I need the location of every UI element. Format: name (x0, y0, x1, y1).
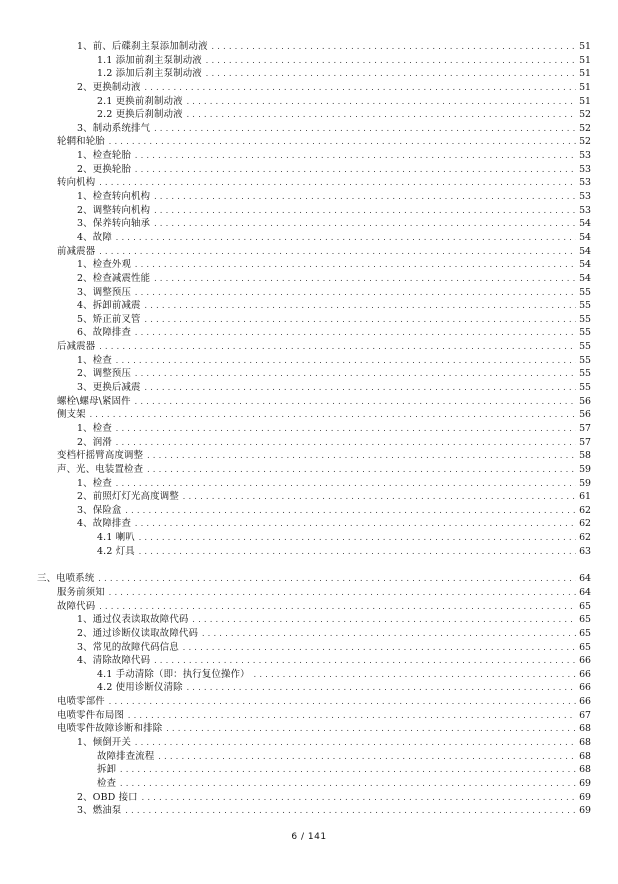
dot-leader (153, 218, 576, 232)
dot-leader (211, 41, 576, 55)
dot-leader (157, 751, 576, 765)
toc-entry-title: 4、故障 (77, 231, 112, 243)
toc-entry[interactable] (0, 204, 618, 218)
dot-leader (134, 737, 576, 751)
dot-leader (205, 68, 576, 82)
dot-leader (115, 232, 576, 246)
toc-entry[interactable] (0, 422, 618, 436)
toc-entry-page: 59 (579, 477, 591, 489)
toc-entry[interactable] (0, 149, 618, 163)
toc-entry-page: 55 (579, 300, 591, 312)
toc-entry-page: 53 (579, 163, 591, 175)
toc-entry-title: 电喷零件故障诊断和排除 (57, 723, 163, 735)
toc-entry[interactable] (0, 190, 618, 204)
toc-entry[interactable] (0, 791, 618, 805)
toc-entry-title: 3、调整预压 (77, 286, 132, 298)
toc-entry-page: 66 (579, 682, 591, 694)
toc-entry-title: 1.2 添加后刹主泵制动液 (97, 68, 202, 80)
dot-leader (97, 573, 576, 587)
toc-entry[interactable] (0, 408, 618, 422)
toc-entry-page: 54 (579, 272, 591, 284)
toc-entry-page: 56 (579, 395, 591, 407)
toc-entry-page: 69 (579, 805, 591, 817)
toc-entry[interactable] (0, 95, 618, 109)
toc-entry-title: 后减震器 (57, 341, 96, 353)
toc-entry-title: 声、光、电装置检查 (57, 463, 144, 475)
toc-entry-page: 66 (579, 696, 591, 708)
toc-entry[interactable] (0, 504, 618, 518)
dot-leader (182, 642, 576, 656)
dot-leader (124, 505, 576, 519)
dot-leader (108, 587, 576, 601)
toc-entry-page: 53 (579, 150, 591, 162)
toc-entry-title: 3、制动系统排气 (77, 122, 151, 134)
dot-leader (182, 491, 576, 505)
toc-entry-title: 2、更换制动液 (77, 81, 141, 93)
dot-leader (165, 723, 576, 737)
toc-entry[interactable] (0, 586, 618, 600)
dot-leader (153, 655, 576, 669)
toc-entry[interactable] (0, 367, 618, 381)
toc-entry-title: 轮辋和轮胎 (57, 136, 105, 148)
toc-entry-page: 66 (579, 668, 591, 680)
toc-entry-page: 51 (579, 81, 591, 93)
dot-leader (98, 341, 576, 355)
toc-entry-page: 57 (579, 436, 591, 448)
toc-entry-title: 1、通过仪表读取故障代码 (77, 614, 189, 626)
dot-leader (138, 546, 576, 560)
toc-entry-page: 65 (579, 641, 591, 653)
toc-entry-page: 54 (579, 259, 591, 271)
toc-entry[interactable] (0, 395, 618, 409)
toc-entry[interactable] (0, 477, 618, 491)
dot-leader (98, 601, 576, 615)
toc-entry[interactable] (0, 340, 618, 354)
dot-leader (253, 669, 576, 683)
dot-leader (201, 628, 576, 642)
toc-entry-title: 2、调整转向机构 (77, 204, 151, 216)
toc-entry-title: 螺栓\螺母\紧固件 (57, 395, 131, 407)
dot-leader (153, 191, 576, 205)
toc-entry[interactable] (0, 804, 618, 818)
dot-leader (134, 396, 576, 410)
toc-entry[interactable] (0, 641, 618, 655)
dot-leader (144, 314, 576, 328)
dot-leader (134, 368, 576, 382)
dot-leader (144, 300, 576, 314)
toc-entry[interactable] (0, 176, 618, 190)
toc-entry-title: 4.1 手动清除（即：执行复位操作） (97, 668, 250, 680)
toc-entry-title: 1、检查 (77, 354, 112, 366)
toc-entry[interactable] (0, 313, 618, 327)
dot-leader (108, 136, 576, 150)
toc-entry[interactable] (0, 217, 618, 231)
toc-entry-title: 2、润滑 (77, 436, 112, 448)
dot-leader (127, 710, 576, 724)
toc-entry[interactable] (0, 122, 618, 136)
toc-entry-page: 56 (579, 409, 591, 421)
toc-entry-title: 前减震器 (57, 245, 96, 257)
toc-entry-title: 电喷零部件 (57, 696, 105, 708)
toc-entry[interactable] (0, 231, 618, 245)
toc-entry-title: 1.1 添加前刹主泵制动液 (97, 54, 202, 66)
toc-entry-page: 61 (579, 491, 591, 503)
dot-leader (115, 423, 576, 437)
toc-entry-page: 69 (579, 791, 591, 803)
toc-entry-page: 54 (579, 218, 591, 230)
dot-leader (153, 123, 576, 137)
dot-leader (205, 55, 576, 69)
toc-entry[interactable] (0, 531, 618, 545)
toc-entry[interactable] (0, 627, 618, 641)
toc-entry-title: 4、故障排查 (77, 518, 132, 530)
toc-entry-title: 1、倾倒开关 (77, 737, 132, 749)
dot-leader (115, 437, 576, 451)
toc-entry-page: 68 (579, 750, 591, 762)
toc-entry[interactable] (0, 81, 618, 95)
toc-entry-title: 6、故障排查 (77, 327, 132, 339)
toc-entry-title: 检查 (97, 777, 117, 789)
toc-entry-page: 59 (579, 463, 591, 475)
dot-leader (89, 409, 576, 423)
toc-entry-page: 53 (579, 204, 591, 216)
toc-entry-page: 68 (579, 723, 591, 735)
toc-entry[interactable] (0, 326, 618, 340)
toc-entry[interactable] (0, 545, 618, 559)
toc-entry-page: 55 (579, 382, 591, 394)
dot-leader (138, 532, 576, 546)
toc-entry-title: 3、保养转向轴承 (77, 218, 151, 230)
toc-entry-page: 65 (579, 600, 591, 612)
toc-entry[interactable] (0, 286, 618, 300)
toc-entry[interactable] (0, 258, 618, 272)
toc-section-chassis (0, 40, 618, 558)
dot-leader (98, 177, 576, 191)
toc-entry[interactable] (0, 736, 618, 750)
toc-entry-page: 55 (579, 286, 591, 298)
dot-leader (134, 150, 576, 164)
toc-entry-title: 拆卸 (97, 764, 117, 776)
toc-entry-page: 58 (579, 450, 591, 462)
toc-entry-page: 62 (579, 518, 591, 530)
toc-entry[interactable] (0, 490, 618, 504)
page-footer (0, 832, 618, 842)
dot-leader (115, 478, 576, 492)
toc-entry[interactable] (0, 135, 618, 149)
dot-leader (144, 382, 576, 396)
dot-leader (115, 355, 576, 369)
dot-leader (186, 682, 576, 696)
dot-leader (119, 764, 576, 778)
toc-entry[interactable] (0, 463, 618, 477)
toc-entry-title: 故障代码 (57, 600, 96, 612)
dot-leader (134, 287, 576, 301)
toc-entry[interactable] (0, 695, 618, 709)
toc-entry-title: 变档杆摇臂高度调整 (57, 450, 144, 462)
toc-entry-page: 55 (579, 327, 591, 339)
toc-entry-page: 52 (579, 136, 591, 148)
toc-entry-page: 54 (579, 245, 591, 257)
dot-leader (134, 327, 576, 341)
toc-entry-page: 52 (579, 109, 591, 121)
toc-entry[interactable] (0, 436, 618, 450)
toc-entry-title: 2.1 更换前刹制动液 (97, 95, 183, 107)
dot-leader (134, 259, 576, 273)
toc-entry-page: 51 (579, 41, 591, 52)
dot-leader (153, 205, 576, 219)
dot-leader (108, 696, 576, 710)
toc-entry-title: 三、电喷系统 (37, 573, 95, 585)
dot-leader (134, 164, 576, 178)
toc-entry-page: 65 (579, 614, 591, 626)
dot-leader (192, 614, 577, 628)
toc-entry[interactable] (0, 709, 618, 723)
toc-entry-title: 4、拆卸前减震 (77, 300, 141, 312)
toc-entry-title: 3、更换后减震 (77, 382, 141, 394)
toc-entry-title: 1、检查 (77, 422, 112, 434)
toc-entry[interactable] (0, 517, 618, 531)
toc-entry-title: 3、燃油泵 (77, 805, 122, 817)
toc-entry-page: 52 (579, 122, 591, 134)
toc-entry[interactable] (0, 381, 618, 395)
toc-entry-page: 63 (579, 545, 591, 557)
toc-entry-page: 51 (579, 95, 591, 107)
toc-entry-title: 5、矫正前叉管 (77, 313, 141, 325)
toc-entry[interactable] (0, 613, 618, 627)
toc-entry[interactable] (0, 245, 618, 259)
toc-entry[interactable] (0, 777, 618, 791)
toc-entry-page: 55 (579, 354, 591, 366)
toc-entry[interactable] (0, 681, 618, 695)
toc-entry-page: 55 (579, 341, 591, 353)
toc-entry-page: 51 (579, 54, 591, 66)
toc-entry[interactable] (0, 163, 618, 177)
toc-entry[interactable] (0, 600, 618, 614)
toc-entry-title: 1、前、后碟刹主泵添加制动液 (77, 41, 208, 52)
toc-entry-title: 2、调整预压 (77, 368, 132, 380)
toc-entry-title: 4.2 使用诊断仪清除 (97, 682, 183, 694)
toc-entry[interactable] (0, 750, 618, 764)
dot-leader (141, 792, 576, 806)
toc-entry-page: 53 (579, 177, 591, 189)
toc-entry-title: 2.2 更换后刹制动液 (97, 109, 183, 121)
toc-entry-title: 故障排查流程 (97, 750, 155, 762)
toc-entry-page: 65 (579, 627, 591, 639)
toc-entry-title: 转向机构 (57, 177, 96, 189)
toc-entry[interactable] (0, 354, 618, 368)
dot-leader (186, 96, 576, 110)
toc-entry[interactable] (0, 108, 618, 122)
toc-entry-title: 服务前须知 (57, 586, 105, 598)
toc-entry-title: 1、检查 (77, 477, 112, 489)
toc-entry-title: 电喷零件布局图 (57, 709, 125, 721)
toc-entry[interactable] (0, 763, 618, 777)
toc-entry-page: 64 (579, 573, 591, 585)
toc-entry-title: 4.1 喇叭 (97, 532, 135, 544)
table-of-contents (0, 40, 618, 818)
toc-entry-page: 53 (579, 191, 591, 203)
toc-entry[interactable] (0, 654, 618, 668)
toc-entry-title: 2、前照灯灯光高度调整 (77, 491, 179, 503)
dot-leader (186, 109, 576, 123)
toc-entry-title: 2、通过诊断仪读取故障代码 (77, 627, 199, 639)
toc-entry[interactable] (0, 54, 618, 68)
toc-entry-title: 4.2 灯具 (97, 545, 135, 557)
toc-entry-title: 2、检查减震性能 (77, 272, 151, 284)
toc-entry-title: 侧支架 (57, 409, 86, 421)
toc-entry-page: 54 (579, 231, 591, 243)
toc-entry[interactable] (0, 40, 618, 54)
toc-entry[interactable] (0, 449, 618, 463)
toc-entry-page: 62 (579, 504, 591, 516)
toc-entry[interactable] (0, 722, 618, 736)
toc-entry-page: 62 (579, 532, 591, 544)
toc-entry-title: 2、更换轮胎 (77, 163, 132, 175)
dot-leader (134, 518, 576, 532)
toc-entry-page: 68 (579, 737, 591, 749)
dot-leader (144, 82, 576, 96)
toc-entry-page: 64 (579, 586, 591, 598)
dot-leader (98, 246, 576, 260)
dot-leader (119, 778, 576, 792)
toc-entry-page: 66 (579, 655, 591, 667)
toc-entry-page: 69 (579, 777, 591, 789)
page-number: 6 / 141 (291, 832, 327, 842)
toc-entry-title: 4、清除故障代码 (77, 655, 151, 667)
toc-entry-title: 3、保险盒 (77, 504, 122, 516)
toc-entry[interactable] (0, 572, 618, 586)
toc-entry-title: 1、检查外观 (77, 259, 132, 271)
toc-entry[interactable] (0, 67, 618, 81)
toc-entry-title: 1、检查转向机构 (77, 191, 151, 203)
toc-entry-page: 55 (579, 313, 591, 325)
toc-entry[interactable] (0, 272, 618, 286)
toc-entry-page: 51 (579, 68, 591, 80)
toc-entry-title: 1、检查轮胎 (77, 150, 132, 162)
toc-entry-page: 57 (579, 422, 591, 434)
dot-leader (153, 273, 576, 287)
toc-entry[interactable] (0, 299, 618, 313)
toc-entry-page: 68 (579, 764, 591, 776)
toc-entry-title: 3、常见的故障代码信息 (77, 641, 179, 653)
toc-section-efi (0, 572, 618, 818)
dot-leader (124, 805, 576, 819)
toc-spacer (0, 558, 618, 572)
toc-entry-title: 2、OBD 接口 (77, 791, 138, 803)
dot-leader (146, 464, 576, 478)
toc-entry-page: 55 (579, 368, 591, 380)
toc-entry-page: 67 (579, 709, 591, 721)
toc-entry[interactable] (0, 668, 618, 682)
dot-leader (146, 450, 576, 464)
